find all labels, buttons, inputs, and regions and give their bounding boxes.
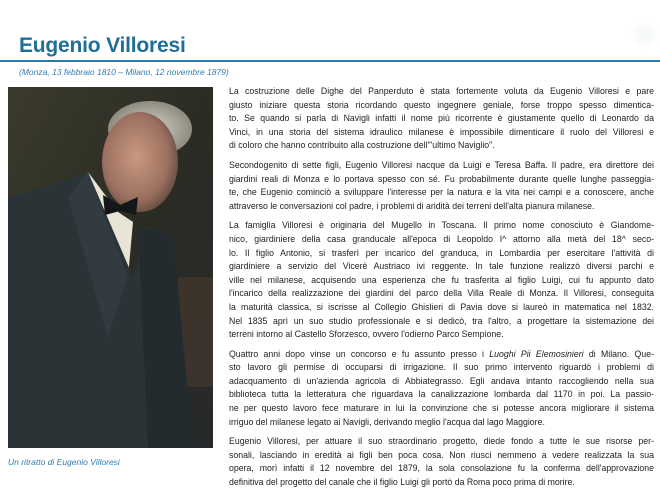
text-line: la maturità classica, si iscrisse al Collegio Ghislieri di Pavia dove si laureò in matematica nel 1832.	[229, 301, 654, 312]
text-line: biblioteca tutta la letteratura che riguardava la canalizzazione lombarda dal 1170 in poi. La passio-	[229, 389, 654, 400]
text-line: opera, morì infatti il 12 novembre del 1879, la sola consolazione fu la conferma dell'approvazione	[229, 463, 654, 474]
text-line: nico, giardiniere della casa granducale all'epoca di Leopoldo I^ attorno alla metà del 18^ seco-	[229, 233, 654, 244]
text-line: di coloro che hanno contribuito alla costruzione dell'"ultimo Naviglio".	[229, 140, 495, 151]
italic-institution-name: Luoghi Pii Elemosinieri	[489, 348, 584, 359]
text-line: La famiglia Villoresi è originaria del Mugello in Toscana. Il primo nome conosciuto è Giandome-	[229, 220, 654, 231]
text-line: te, che Eugenio cominciò a sviluppare l'interesse per la natura e la vita nei campi e a conoscere, anche	[229, 187, 654, 198]
text-line: sto lavoro gli permise di occuparsi di irrigazione. Il suo primo intervento riguardò i problemi di	[229, 362, 654, 373]
text-line: adacquamento di un'azienda agricola di Abbiategrasso. Egli andava intanto raccogliendo nella sua	[229, 375, 654, 386]
article-body	[229, 85, 654, 496]
text-line: to. Se quando si parla di Navigli infatti il nome più ricorrente è giustamente quello di Leonardo da	[229, 113, 654, 124]
text-run: di Milano. Que-	[583, 348, 654, 359]
life-dates: (Monza, 13 febbraio 1810 – Milano, 12 novembre 1879)	[19, 67, 229, 77]
text-line: Secondogenito di sette figli, Eugenio Villoresi nacque da Luigi e Teresa Baffa. Il padre, era direttore dei	[229, 159, 654, 170]
text-line: Vinci, in una storia del sistema idraulico milanese è impossibile dimenticare il ruolo del Villoresi e	[229, 126, 654, 137]
text-line: giardini reali di Monza e lo portava spesso con sé. Fu probabilmente durante quelle lunghe passeggia-	[229, 173, 654, 184]
paragraph	[229, 85, 654, 153]
paragraph	[229, 219, 654, 341]
portrait-caption: Un ritratto di Eugenio Villoresi	[8, 457, 120, 467]
decorative-corner	[630, 20, 660, 50]
text-line: La costruzione delle Dighe del Panperduto è stata fortemente voluta da Eugenio Villoresi e pare	[229, 86, 654, 96]
text-line: attraverso le conversazioni col padre, i problemi di aridità dei terreni dell'alta pianura milanese.	[229, 200, 595, 211]
text-line: definitiva del progetto del canale che il figlio Luigi gli portò da Roma poco prima di morire.	[229, 477, 575, 488]
text-line: irriguo del milanese legato ai Navigli, derivando meglio l'acqua dal lago Maggiore.	[229, 416, 545, 427]
text-line: Eugenio Villoresi, per attuare il suo straordinario progetto, diede fondo a tutte le sue risorse per-	[229, 436, 654, 447]
paragraph	[229, 435, 654, 489]
text-line: giusto iniziare questa storia ricordando questo ingegnere geniale, forse troppo spesso dimentica-	[229, 99, 654, 110]
title-divider	[0, 60, 660, 62]
paragraph	[229, 348, 654, 430]
text-line: Nel 1835 aprì un suo studio professionale e si dedicò, tra l'altro, a progettare la sistemazione dei	[229, 315, 654, 326]
paragraph	[229, 159, 654, 213]
text-line: lo. Il figlio Antonio, si trasferì per incarico del granduca, in Lombardia per esercitare l'attività di	[229, 247, 654, 258]
text-line	[229, 348, 654, 362]
text-run: Quattro anni dopo vinse un concorso e fu assunto presso i	[229, 348, 490, 359]
text-line: l'incarico della realizzazione dei giardini del parco della Villa Reale di Monza. Il Villoresi, conseguita	[229, 288, 654, 299]
text-line: giardiniere a servizio del Vicerè Austriaco ivi reggente. In tale funzione realizzò diversi parchi e	[229, 261, 654, 272]
text-line: terreni intorno al Castello Sforzesco, ovvero l'odierno Parco Sempione.	[229, 329, 504, 340]
text-line: ne per questo lavoro fece maturare in lui la convinzione che si potesse ancora migliorare il sistema	[229, 403, 654, 414]
page-title: Eugenio Villoresi	[19, 34, 186, 57]
text-line: ville nel milanese, acquisendo una esperienza che fu trasferita al figlio Luigi, cui fu appunto dato	[229, 274, 654, 285]
text-line: sonali, lasciando in eredità ai figli ben poca cosa. Non riuscì nemmeno a vedere realizzata la sua	[229, 449, 654, 460]
portrait-image	[8, 87, 213, 448]
